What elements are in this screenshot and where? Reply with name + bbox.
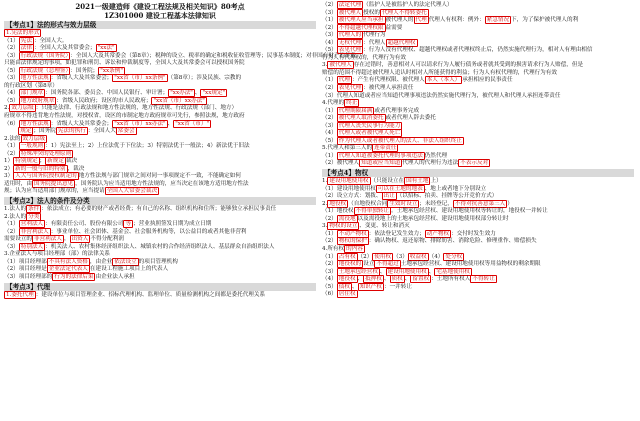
text-segment: ：全国人大 — [87, 128, 116, 135]
text-segment: ：国务院； — [70, 67, 99, 74]
text-segment: （2） — [4, 150, 19, 157]
text-segment: 5.代理人和第三人的 — [322, 145, 373, 152]
text-segment: （2） — [322, 115, 337, 122]
text-segment — [4, 128, 18, 134]
text-segment: ：全国人大及其常委会； — [33, 45, 96, 52]
section-heading — [4, 197, 316, 205]
red-boxed-keyword: 被代理人 — [338, 9, 362, 16]
red-boxed-keyword: 表见代理 — [338, 85, 362, 92]
text-segment: 或者代理人辞去委托 — [385, 115, 436, 122]
red-boxed-keyword: "xx省（市）xx办法" — [114, 120, 166, 127]
text-segment: 下，为了保护被代理人的利 — [511, 17, 579, 24]
red-boxed-keyword: 代理期限届满 — [338, 107, 373, 114]
text-segment: ：事业单位、社会团体、基金会、社会服务机构等，以公益目的或者其他非营利 — [50, 228, 247, 235]
text-segment: 不得分配利润 — [90, 236, 124, 243]
text-segment: （3） — [322, 32, 337, 39]
red-boxed-keyword: 超越代理权 — [387, 39, 416, 46]
text-segment: （6） — [322, 291, 337, 298]
text-line — [322, 85, 634, 93]
text-segment: （1）项目经理部 — [4, 258, 47, 265]
text-segment: ；国务院 — [33, 128, 56, 135]
red-boxed-keyword: 地方性法规 — [20, 120, 49, 127]
text-segment: （第8章）；涉及民族、宗教的 — [167, 75, 242, 82]
text-segment: （2） — [322, 24, 337, 31]
text-segment: ：省级人大及其常委会； — [50, 75, 113, 82]
text-segment: ：有限责任公司、股份有限公司 — [45, 221, 124, 228]
text-line — [4, 236, 316, 244]
text-segment: （1） — [322, 230, 337, 237]
text-segment: 规；认为应当适用部门规章的，应当提请 — [4, 188, 105, 195]
text-segment: 设立 — [363, 261, 375, 268]
red-boxed-keyword: 法定代理 — [338, 2, 362, 8]
red-boxed-keyword: 代理 — [415, 17, 427, 24]
text-segment: （5） — [322, 283, 337, 290]
red-boxed-keyword: 全国人大常委会裁决 — [106, 188, 158, 195]
text-segment: （2） — [322, 238, 337, 245]
red-boxed-keyword: 连带责任 — [374, 145, 397, 152]
text-line — [322, 284, 634, 292]
text-segment: （4） — [322, 39, 337, 46]
text-line — [4, 292, 316, 300]
text-segment: 在建设工程施工项目上的代表人 — [89, 266, 169, 273]
red-boxed-keyword: 1.宪法的形式 — [6, 30, 40, 36]
red-boxed-keyword: 效力层级 — [22, 135, 45, 142]
text-segment: ：建设单位与项目管理企业、招标代理机构、监理单位、质量检测机构之间都是委托代理关系 — [35, 291, 266, 298]
red-boxed-keyword: 等 — [125, 221, 132, 228]
text-segment: 1） — [4, 158, 14, 165]
text-segment: （监护人是被监护人的法定代理人） — [363, 2, 453, 8]
text-line — [322, 93, 634, 101]
red-boxed-keyword: 1.委托代理 — [6, 291, 34, 298]
text-segment: （2） — [322, 85, 337, 92]
text-line — [322, 178, 634, 186]
text-segment: ：省级人民政府；设区的市人民政府； — [56, 97, 152, 104]
text-segment: 3） — [4, 173, 14, 180]
text-segment: （1） — [322, 17, 337, 24]
text-segment: （1） — [322, 77, 337, 84]
text-segment: 代理人的代理行为违法 — [402, 160, 459, 167]
text-segment: （只能设立在 — [370, 178, 405, 185]
text-line — [4, 105, 316, 113]
text-line — [4, 75, 316, 83]
text-segment: 行为人有代理权的，代理行为有效 — [322, 54, 406, 61]
text-segment: 代理人有权利：例外： — [428, 17, 485, 24]
red-boxed-keyword: 代理人或者被代理人死亡 — [338, 130, 401, 137]
text-segment: （2） — [357, 253, 373, 260]
text-segment: 【考点1】法的形式与效力层级 — [6, 21, 97, 29]
text-segment: 、 — [194, 90, 201, 97]
red-boxed-keyword: 土地承包经营权 — [338, 268, 378, 275]
text-segment: ；未经登记， — [419, 200, 453, 207]
red-boxed-keyword: 地方性法规 — [20, 75, 49, 82]
red-boxed-keyword: 地役权的 — [338, 261, 362, 268]
text-segment: （3）代理人知道或者应当知道代理事项违法仍然实施代理行为，被代理人和代理人承担连带责任 — [322, 92, 561, 99]
text-segment: 由企业法人承担 — [95, 273, 135, 280]
text-segment: 裁决 — [65, 158, 78, 165]
text-segment: （1） — [322, 152, 337, 159]
red-boxed-keyword: 需役地 — [338, 215, 356, 222]
text-segment: （1） — [4, 221, 19, 228]
red-boxed-keyword: 物权的保护 — [338, 238, 367, 245]
red-boxed-keyword: 使用权 — [374, 253, 392, 260]
text-segment: 府规章不得违背地方性法规，对授权省，设区的市制定地方政府规章可先行，参照法规，地方政府 — [4, 113, 245, 120]
text-segment: （1） — [322, 253, 337, 260]
text-segment: ，由企业 — [89, 258, 113, 265]
text-segment: 赔偿的范围不得超过被代理人追认时相对人所能获得的利益；行为人有权代理的，代理行为有效 — [322, 69, 557, 76]
red-boxed-keyword: 特别规定 — [15, 158, 38, 165]
text-segment: （3） — [322, 268, 337, 275]
text-segment: ：国务院各部、委员会、中国人民银行、审计署； — [45, 90, 169, 97]
text-line — [322, 238, 634, 246]
red-boxed-keyword: 条件 — [28, 206, 40, 213]
red-boxed-keyword: 人大与国务院授权制定的 — [15, 173, 77, 180]
text-line — [4, 274, 316, 282]
text-segment: （3） — [322, 122, 337, 129]
text-segment: （2） — [322, 215, 337, 222]
text-segment: ：依法成立；有必要的财产或者经费；有自己的名称、组织机构和住所；能够独立承担民事责任 — [41, 206, 277, 213]
red-boxed-keyword: 规定 — [20, 128, 32, 135]
text-segment: 的行政区划（第8章） — [4, 82, 58, 89]
text-segment: ：被代理人承担责任 — [363, 85, 414, 92]
text-segment: 4.所有权 — [322, 245, 345, 252]
text-segment: 2. — [4, 105, 10, 112]
red-boxed-keyword: 被代理人 — [329, 62, 352, 69]
text-segment: 只能由法律规定的事项，如犯罪和刑罚、诉讼和仲裁制度等，全国人大及其常委会可以授权国务院 — [4, 60, 245, 67]
text-line — [4, 214, 316, 222]
text-segment: 需要设立的 — [4, 236, 32, 243]
text-line — [322, 62, 634, 70]
red-boxed-keyword: 物权的设立 — [329, 223, 358, 230]
red-boxed-keyword: 宅基地使用权 — [436, 268, 470, 275]
red-boxed-keyword: 建设用地使用权 — [329, 178, 369, 185]
text-segment: （2）项目经理是 — [4, 266, 47, 273]
red-boxed-keyword: 特别法人 — [20, 243, 44, 250]
red-boxed-keyword: 留置权 — [412, 276, 430, 283]
red-boxed-keyword: 出资人 — [71, 236, 89, 243]
text-segment: （3） — [322, 9, 337, 16]
red-boxed-keyword: 建设用地使用权 — [387, 268, 427, 275]
text-segment: 1.法人的 — [4, 206, 27, 213]
red-boxed-keyword: 代理人丧失民事行为能力 — [338, 122, 401, 129]
text-segment: 2） — [4, 165, 14, 172]
text-segment: （4） — [322, 130, 337, 137]
text-segment: （4） — [4, 90, 19, 97]
text-segment: （4） — [322, 276, 337, 283]
text-segment: ：交付时发生效力 — [451, 230, 496, 237]
red-boxed-keyword: 知道或应当知道 — [361, 160, 401, 167]
text-segment: 、 — [357, 276, 364, 283]
text-segment: 被代理人的 — [385, 17, 414, 24]
text-line — [322, 2, 634, 10]
red-boxed-keyword: 特殊冲突的处理原则 — [20, 150, 72, 157]
text-segment: （3） — [393, 253, 408, 260]
text-segment: ；营业执照签发日期为成立日期 — [133, 221, 212, 228]
text-segment: ，国务院认为应当适用地方性法规的，应当决定在该地方适用地方性法 — [75, 180, 249, 187]
red-boxed-keyword: 不得对抗善意第三人 — [454, 200, 506, 207]
section-heading — [4, 21, 316, 29]
text-segment: 、 — [351, 283, 358, 290]
red-boxed-keyword: 代理人的 — [338, 32, 362, 39]
text-segment: 、地上或者地下分别设立 — [424, 185, 487, 192]
text-segment: （2） — [322, 261, 337, 268]
section-heading — [4, 283, 316, 291]
text-segment: （1） — [4, 143, 19, 150]
text-segment: ：全国人大。 — [33, 37, 68, 44]
text-segment: 、 — [428, 268, 435, 275]
red-boxed-keyword: 不得超越代理权限 — [338, 24, 384, 31]
red-boxed-keyword: 生效时设立 — [389, 200, 418, 207]
text-segment: ：省级人大及其常委会； — [50, 120, 113, 127]
text-segment: （2） — [322, 2, 337, 8]
text-segment: （6） — [4, 120, 19, 127]
red-boxed-keyword: 紧急情况 — [486, 17, 510, 24]
red-boxed-keyword: 国务院提出意见 — [33, 180, 74, 187]
text-segment: ； — [39, 158, 46, 165]
red-boxed-keyword: 不具有法人资格 — [48, 258, 88, 265]
red-boxed-keyword: 终止 — [346, 100, 358, 107]
red-boxed-keyword: 不动产物权 — [338, 230, 367, 237]
right-text-block — [322, 2, 634, 299]
red-boxed-keyword: 非营利法人 — [33, 236, 62, 243]
text-segment: ， — [63, 236, 70, 243]
red-boxed-keyword: 被代理人应当承担 — [338, 17, 384, 24]
red-boxed-keyword: 处分权 — [445, 253, 463, 260]
red-boxed-keyword: 宪法的执行 — [57, 128, 86, 135]
text-segment: 适用时，由 — [4, 180, 32, 187]
text-line — [322, 246, 634, 254]
text-segment: 、 — [379, 268, 386, 275]
text-segment: （3）项目经理部的 — [4, 273, 53, 280]
text-segment: 的项目管理机构 — [138, 258, 178, 265]
text-segment: 。土地承包经营权、建设用地使用权等转让的，地役权一并转让 — [391, 208, 548, 215]
red-boxed-keyword: 的内容 — [346, 245, 363, 252]
red-boxed-keyword: 法律 — [20, 45, 32, 52]
text-segment: （1）建设用地使用权 — [322, 185, 376, 192]
text-segment: 【考点2】法人的条件及分类 — [6, 197, 90, 206]
text-line — [322, 291, 634, 299]
red-boxed-keyword: 无权代理 — [338, 39, 362, 46]
red-boxed-keyword: 不表示反对 — [460, 160, 489, 167]
text-segment: 、 — [167, 120, 174, 127]
red-boxed-keyword: 不得转让 — [472, 276, 495, 283]
red-boxed-keyword: 作为代理人或者被代理人的法人、非法人组织终止 — [338, 137, 462, 144]
red-boxed-keyword: 新的一般与旧的特别 — [15, 165, 66, 172]
red-boxed-keyword: 一般规则 — [20, 143, 44, 150]
text-line — [4, 30, 316, 38]
red-boxed-keyword: 新规定 — [47, 158, 64, 165]
red-boxed-keyword: 占有权 — [338, 253, 356, 260]
red-boxed-keyword: 收益权 — [409, 253, 427, 260]
red-boxed-keyword: "xx省（市）xx办法" — [153, 97, 205, 104]
red-boxed-keyword: 抵押权 — [365, 276, 382, 283]
text-segment: 土地承包经营权、建设用地使用权等用益物权的剩余期限 — [400, 261, 541, 268]
text-segment: （5） — [322, 47, 337, 54]
text-line — [4, 38, 316, 46]
text-segment: ） — [507, 200, 513, 207]
text-segment: 3. — [322, 62, 328, 69]
red-boxed-keyword: 代理 — [338, 77, 350, 84]
text-segment: 承担相应的民事责任 — [462, 77, 513, 84]
red-boxed-keyword: 地役权 — [338, 276, 356, 283]
text-line — [322, 186, 634, 194]
red-boxed-keyword: 表见代理 — [338, 47, 362, 54]
text-segment: ：行为人没有代理权、超越代理权或者代理权终止后，仍然实施代理行为，相对人有理由相信 — [363, 47, 593, 54]
text-segment: 益需要 — [385, 24, 403, 31]
red-boxed-keyword: 地方政府规章 — [20, 97, 55, 104]
section-heading — [322, 169, 634, 177]
text-line — [322, 208, 634, 216]
text-segment: 2.法人的 — [4, 213, 27, 220]
red-boxed-keyword: 质权 — [391, 276, 403, 283]
text-segment: 或者代理事务完成 — [374, 107, 420, 114]
page-title: 2021一级建造师《建设工程法规及相关知识》80考点 — [75, 2, 245, 11]
red-boxed-keyword: 企业法定代表人 — [48, 266, 88, 273]
text-segment: （5） — [322, 137, 337, 144]
red-boxed-keyword: "xx规定" — [202, 90, 226, 97]
text-line — [322, 47, 634, 55]
text-segment: 以及需役地上的土地承包经营权、建设用地使用权部分转让时 — [357, 215, 509, 222]
text-segment: ：只能是法律、行政法规和地方性法规的，地方性法规、行政法规（部门、地方） — [35, 105, 238, 112]
text-segment: ：确认物权、返还原物、排除妨害、消除危险、修理重作、赔偿损失 — [368, 238, 537, 245]
text-segment: （5） — [4, 97, 19, 104]
text-segment: （3） — [4, 52, 19, 59]
text-segment: 2.法的 — [4, 135, 21, 142]
text-segment: 1. — [322, 178, 328, 185]
text-segment: （5） — [4, 67, 19, 74]
text-line — [4, 121, 316, 129]
red-boxed-keyword: 依法设立 — [114, 258, 137, 265]
red-boxed-keyword: 债权 — [338, 283, 350, 290]
text-segment: 上） — [430, 178, 442, 185]
red-boxed-keyword: 被代理人取消委托 — [338, 115, 384, 122]
text-segment: （2） — [4, 228, 19, 235]
text-segment: 、 — [383, 276, 390, 283]
red-boxed-keyword: 部门规章 — [20, 90, 44, 97]
text-segment: ：机关法人、农村集体经济组织法人、城镇农村的合作经济组织法人、基层群众自治组织法人 — [45, 243, 275, 250]
text-line — [322, 32, 634, 40]
text-segment: 3. — [322, 223, 328, 230]
text-segment: ：全国人大及其常委会（第8章）；税种的设立、税率的确定和税收征收管理等；民事基本制度；对非国有财产的征收 — [70, 52, 357, 59]
text-segment: （1） — [4, 37, 19, 44]
text-segment: （自地役权合同 — [348, 200, 388, 207]
text-line — [4, 188, 316, 196]
text-segment: 、变更、转让和消灭 — [359, 223, 410, 230]
text-segment: ：代理人 — [363, 39, 386, 46]
text-segment: 2. — [322, 200, 328, 207]
text-segment: （2）设立方式：划拨、 — [322, 193, 382, 200]
text-segment: 存在过错时，善意相对人可以请求行为人履行债务或者就其受到的损害请求行为人赔偿，但是 — [353, 62, 584, 69]
red-boxed-keyword: "xx条例" — [100, 67, 123, 74]
red-boxed-keyword: "xx办法" — [170, 90, 193, 97]
red-boxed-keyword: "xx省（市）" — [175, 120, 210, 127]
red-boxed-keyword: 宪法 — [20, 37, 32, 44]
red-boxed-keyword: 行政法规（国务院） — [20, 52, 69, 59]
text-segment: 、 — [404, 276, 411, 283]
text-segment: 授权的 — [363, 9, 380, 16]
text-segment: （1）地役权 — [322, 208, 354, 215]
text-segment: 【考点3】代理 — [6, 282, 51, 291]
red-boxed-keyword: 国有土地 — [406, 178, 429, 185]
text-segment: （4） — [428, 253, 444, 260]
right-column — [322, 2, 634, 299]
red-boxed-keyword: 居住权 — [338, 291, 356, 298]
text-line — [4, 128, 316, 136]
red-boxed-keyword: 行为的法律后果 — [54, 273, 94, 280]
red-boxed-keyword: "xx省（市）xx条例" — [114, 75, 166, 82]
text-segment: （1） — [322, 107, 337, 114]
text-segment: ：1）宪法至上；2）上位法优于下位法；3）特别法优于一般法；4）新法优于旧法 — [45, 143, 250, 150]
page-subtitle: 1Z301000 建设工程基本法律知识 — [104, 11, 216, 20]
text-segment: 仍然代理 — [424, 152, 448, 159]
red-boxed-keyword: 非营利法人 — [20, 228, 49, 235]
red-boxed-keyword: 分类 — [28, 213, 40, 220]
text-segment: ：一并转让 — [383, 283, 412, 290]
text-segment: ：依法登记发生效力； — [368, 230, 425, 237]
text-segment: （3） — [4, 243, 19, 250]
red-boxed-keyword: 地役权 — [329, 200, 347, 207]
text-line — [4, 266, 316, 274]
red-boxed-keyword: 代理人不得转委托 — [381, 9, 427, 16]
red-boxed-keyword: 知识产权 — [359, 283, 382, 290]
red-boxed-keyword: 动产物权 — [426, 230, 450, 237]
red-boxed-keyword: 行政法规（总理签） — [20, 67, 69, 74]
text-segment: ：产生有代理权限、被代理人 — [351, 77, 425, 84]
text-segment: 【考点4】物权 — [324, 169, 369, 178]
red-boxed-keyword: 出让 — [383, 193, 395, 200]
red-boxed-keyword: 效力层级 — [11, 105, 34, 112]
text-line — [322, 254, 634, 262]
text-segment: ：土地所有权人 — [431, 276, 471, 283]
text-segment: （2） — [4, 45, 19, 52]
red-boxed-keyword: 不得单独转让 — [355, 208, 390, 215]
red-boxed-keyword: 不得超过 — [376, 261, 399, 268]
red-boxed-keyword: 营利法人 — [20, 221, 44, 228]
text-segment: 地方性法规与部门规章之间对同一事项规定不一致，不能确定如何 — [78, 173, 241, 180]
text-line — [322, 77, 634, 85]
text-segment: （2）被代理人 — [322, 160, 360, 167]
red-boxed-keyword: 本人（本人） — [426, 77, 461, 84]
text-segment: （以招标、拍卖、挂牌等公开竞价方式） — [396, 193, 498, 200]
red-boxed-keyword: "xx法" — [97, 45, 115, 52]
red-boxed-keyword: 常委会 — [117, 128, 135, 135]
red-boxed-keyword: 代理人知道被委托代理的事项违法 — [338, 152, 423, 159]
text-segment: ，裁决 — [67, 165, 85, 172]
text-segment: （3） — [4, 75, 19, 82]
red-boxed-keyword: 可以在土地的地表 — [377, 185, 423, 192]
text-segment: 3.企业法人与项目经理部（部）的法律关系 — [4, 251, 111, 258]
text-line — [4, 206, 316, 214]
text-line — [322, 160, 634, 168]
text-segment: 代理行为 — [363, 32, 386, 39]
text-segment: 4.代理的 — [322, 100, 345, 107]
